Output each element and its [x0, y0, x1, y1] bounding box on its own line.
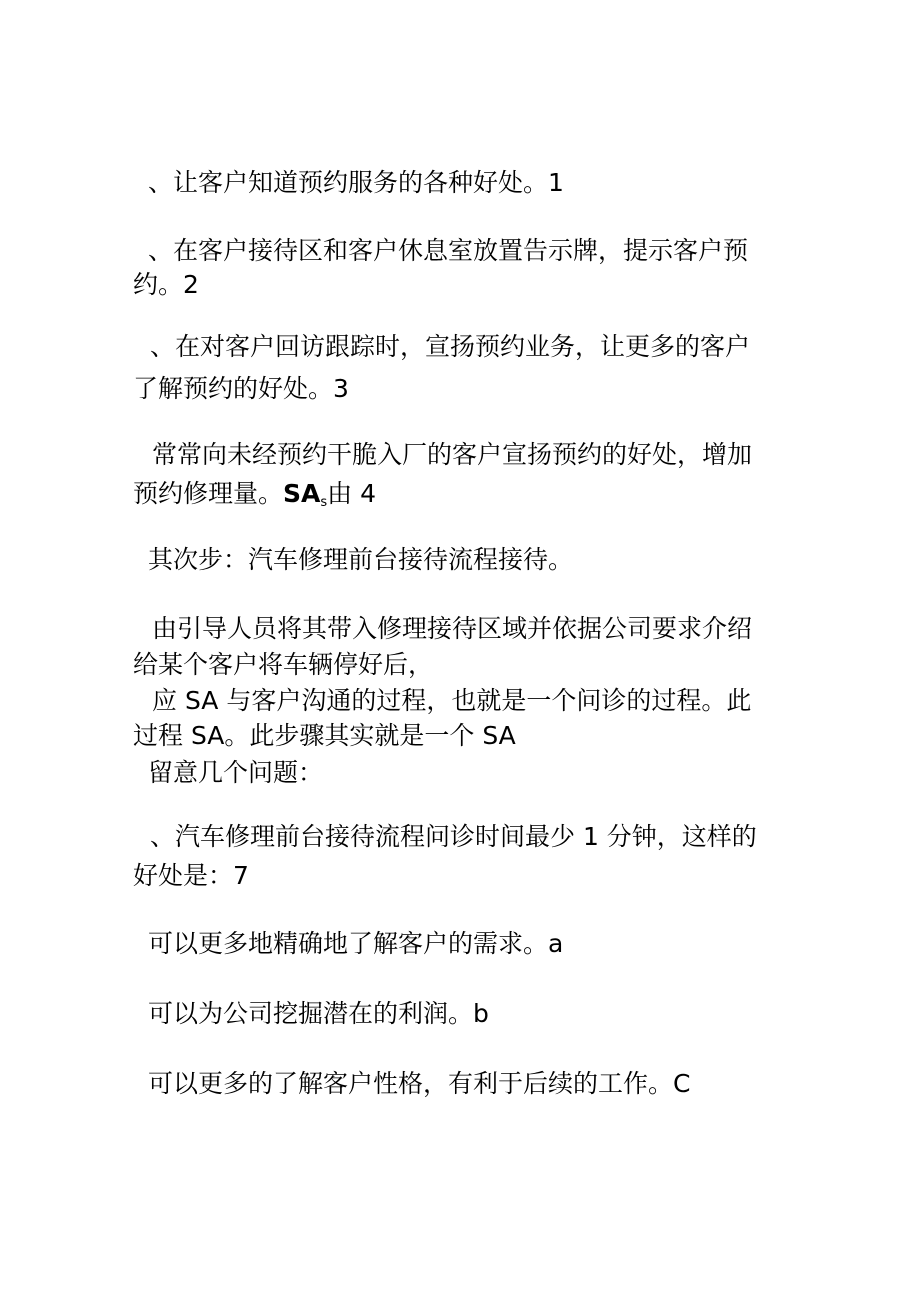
text-line-8: 其次步：汽车修理前台接待流程接待。 — [148, 545, 574, 574]
text-line-7-subscript: s — [320, 495, 328, 510]
text-line-7-part-sa: SA — [283, 479, 321, 508]
text-line-6: 常常向未经预约干脆入厂的客户宣扬预约的好处，增加 — [152, 440, 753, 469]
text-line-2: 、在客户接待区和客户休息室放置告示牌，提示客户预 — [148, 236, 749, 265]
text-line-5: 了解预约的好处。3 — [133, 374, 349, 403]
text-line-4: 、在对客户回访跟踪时，宣扬预约业务，让更多的客户 — [150, 332, 751, 361]
text-line-3: 约。2 — [133, 270, 199, 299]
text-line-15: 好处是：7 — [133, 861, 249, 890]
text-line-17: 可以为公司挖掘潜在的利润。b — [148, 999, 489, 1028]
text-line-12: 过程 SA。此步骤其实就是一个 SA — [133, 721, 516, 750]
text-line-1: 、让客户知道预约服务的各种好处。1 — [148, 168, 564, 197]
text-line-13: 留意几个问题： — [148, 758, 324, 787]
text-line-18: 可以更多的了解客户性格，有利于后续的工作。C — [148, 1069, 691, 1098]
text-line-14: 、汽车修理前台接待流程问诊时间最少 1 分钟，这样的 — [150, 822, 757, 851]
text-line-10: 给某个客户将车辆停好后， — [133, 650, 434, 679]
text-line-7-part-a: 预约修理量。 — [133, 479, 284, 508]
text-line-11: 应 SA 与客户沟通的过程，也就是一个问诊的过程。此 — [152, 686, 752, 715]
text-line-9: 由引导人员将其带入修理接待区域并依据公司要求介绍 — [152, 614, 753, 643]
text-line-16: 可以更多地精确地了解客户的需求。a — [148, 929, 564, 958]
text-line-7 — [133, 477, 376, 520]
text-line-7-part-d: 由 4 — [327, 479, 377, 508]
